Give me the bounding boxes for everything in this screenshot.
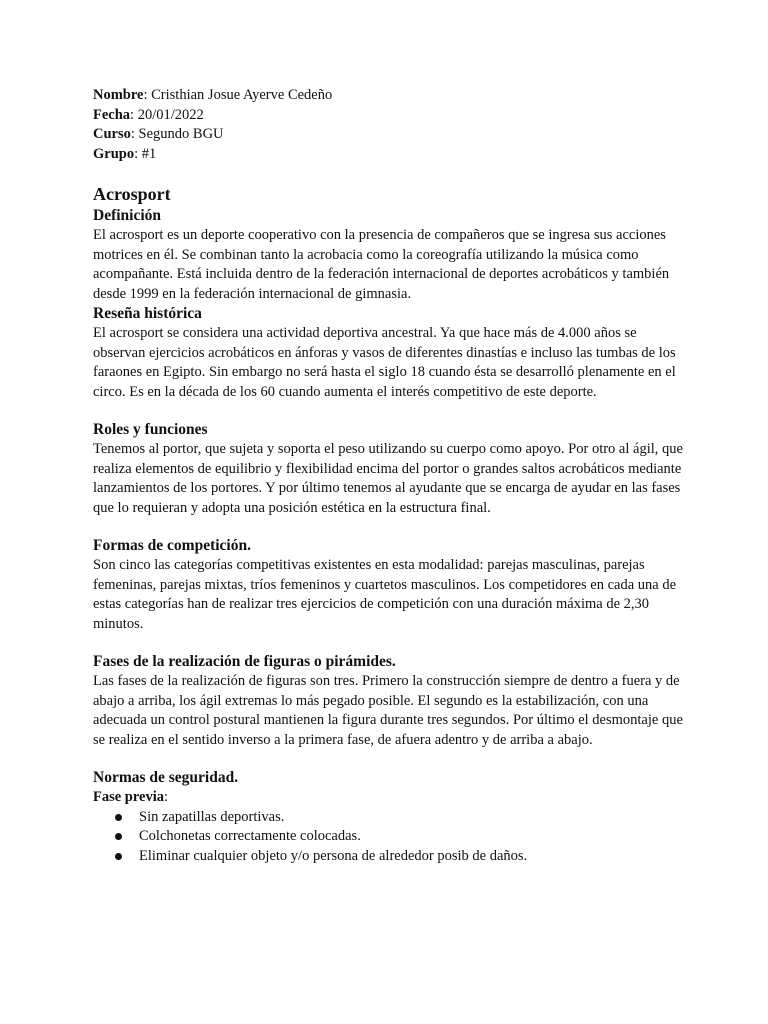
name-line <box>93 86 683 106</box>
bullet-icon <box>115 833 122 840</box>
competition-heading: Formas de competición. <box>93 537 251 554</box>
group-value: : #1 <box>134 145 157 162</box>
list-item-text: Sin zapatillas deportivas. <box>139 808 285 825</box>
course-value: : Segundo BGU <box>130 126 224 142</box>
safety-sub-label: Fase previa <box>93 789 165 805</box>
list-item-text: Eliminar cualquier objeto y/o persona de alrededor posib de daños. <box>139 847 528 864</box>
list-item <box>115 827 683 847</box>
list-item-text: Colchonetas correctamente colocadas. <box>139 828 361 844</box>
history-text: El acrosport se considera una actividad deportiva ancestral. Ya que hace más de 4.000 años se observan ejercicios acrobáticos en ánforas y vasos de diferentes dinastías e incluso las tumbas de los faraones en Egipto. Sin embargo no será hasta el siglo 18 cuando ésta se desarrolló plenamente en el circo. Es en la década de los 60 cuando aumenta el interés competitivo de este deporte. <box>93 325 676 400</box>
roles-heading: Roles y funciones <box>93 421 208 438</box>
definition-heading: Definición <box>93 207 162 224</box>
name-label: Nombre <box>93 87 144 103</box>
competition-text: Son cinco las categorías competitivas existentes en esta modalidad: parejas masculinas, parejas femeninas, parejas mixtas, tríos femeninos y cuartetos masculinos. Los competidores en cada una de estas categorías han de realizar tres ejercicios de competición con una duración máxima de 2,30 minutos. <box>93 557 677 632</box>
document-title: Acrosport <box>93 184 171 204</box>
safety-list <box>93 808 683 867</box>
safety-heading: Normas de seguridad. <box>93 769 239 786</box>
bullet-icon <box>115 814 122 821</box>
roles-text: Tenemos al portor, que sujeta y soporta el peso utilizando su cuerpo como apoyo. Por otro al ágil, que realiza elementos de equilibrio y flexibilidad encima del portor o grandes saltos acrobáticos mediante lanzamientos de los portores. Y por último tenemos al ayudante que se encarga de ayudar en las fases que lo requieran y adopta una posición estética en la estructura final. <box>93 441 683 516</box>
phases-text: Las fases de la realización de figuras son tres. Primero la construcción siempre de dentro a fuera y de abajo a arriba, los ágil extremas lo más pegado posible. El segundo es la estabilización, con una adecuada un control postural mantienen la figura durante tres segundos. Por último el desmontaje que se realiza en el sentido inverso a la primera fase, de afuera adentro y de arriba a abajo. <box>93 673 683 748</box>
course-line <box>93 125 683 145</box>
course-label: Curso <box>93 126 131 142</box>
date-label: Fecha <box>93 106 131 123</box>
group-line <box>93 145 683 165</box>
bullet-icon <box>115 853 122 860</box>
list-item <box>115 847 683 867</box>
list-item <box>115 808 683 828</box>
safety-sub-colon: : <box>164 789 169 805</box>
safety-sub-label-line <box>93 788 683 808</box>
definition-text: El acrosport es un deporte cooperativo con la presencia de compañeros que se ingresa sus acciones motrices en él. Se combinan tanto la acrobacia como la coreografía utilizando la música como acompañante. Está incluida dentro de la federación internacional de deportes acrobáticos y también desde 1999 en la federación internacional de gimnasia. <box>93 227 670 302</box>
document-page <box>93 86 683 866</box>
name-value: : Cristhian Josue Ayerve Cedeño <box>143 87 333 103</box>
phases-heading: Fases de la realización de figuras o pirámides. <box>93 653 396 670</box>
date-value: : 20/01/2022 <box>130 106 204 123</box>
group-label: Grupo <box>93 145 135 162</box>
date-line <box>93 106 683 126</box>
history-heading: Reseña histórica <box>93 305 202 322</box>
